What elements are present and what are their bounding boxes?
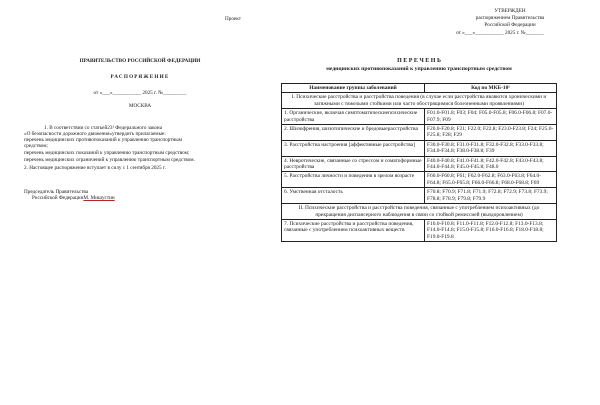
- approved-date: от «___»___________ 2025 г. №_______: [456, 30, 544, 36]
- paragraph-1-line-1: 1. В соответствии со статьей23¹ Федерального закона: [44, 125, 163, 131]
- approved-by-line-2: Российской Федерации: [484, 22, 536, 28]
- signature-title: Председатель Правительства: [24, 189, 89, 195]
- approved-label: УТВЕРЖДЕН: [494, 8, 526, 14]
- icd-codes: F30.0-F30.8; F31.0-F31.8; F32.0-F32.8; F33.0-F33.8; F34.0-F34.8; F38.0-F38.8; F39: [425, 140, 557, 156]
- section-row: [282, 93, 557, 109]
- table-header-row: [282, 84, 557, 93]
- paragraph-2: 2. Настоящее распоряжение вступает в силу с 1 сентября 2025 г.: [24, 165, 166, 171]
- section-2-heading: II. Психические расстройства и расстройства поведения, связанные с употреблением психоактивных (до прекращения диспансерного наблюдения в связи со стойкой ремиссией (выздоровлением): [282, 204, 557, 220]
- government-heading: ПРАВИТЕЛЬСТВО РОССИЙСКОЙ ФЕДЕРАЦИИ: [79, 58, 201, 64]
- icd-codes: F40.0-F40.8; F41.0-F41.8; F42.0-F42.8; F43.0-F43.8; F44.0-F44.8; F45.0-F45.8; F48.0: [425, 156, 557, 172]
- disease-group-name: 4. Невротические, связанные со стрессом и соматоформные расстройства: [282, 156, 425, 172]
- table-row: [282, 140, 557, 156]
- table-row: [282, 219, 557, 241]
- date-line: от «___»___________ 2025 г. №_________: [93, 90, 187, 96]
- list-subtitle: медицинских противопоказаний к управлению транспортным средством: [326, 66, 512, 72]
- section-1-heading: I. Психические расстройства и расстройства поведения (в случае если расстройства являются хроническими и затяжными с тяжелыми стойкими или часто обострящимися болезненными проявлениями): [282, 93, 557, 109]
- paragraph-1-line-6: перечень медицинских ограничений к управлению транспортным средством.: [24, 157, 195, 163]
- icd-codes: F10.0-F10.8; F11.0-F11.8; F12.0-F12.8; F13.0-F13.8; F14.0-F14.8; F15.0-F15.8; F16.0-F16.8; F18.0-F18.8; F19.0-F19.8: [425, 219, 557, 241]
- paragraph-1-line-2: «О безопасности дорожного движения»утвердить прилагаемые:: [24, 131, 166, 137]
- header-icd-code: Код по МКБ-10¹: [425, 84, 557, 93]
- icd-codes: F20.0-F20.8; F21; F22.0; F22.8; F23.0-F23.8; F24; F25.0-F25.8; F28; F29: [425, 125, 557, 141]
- doc-type-heading: РАСПОРЯЖЕНИЕ: [110, 74, 170, 80]
- approved-by-line-1: распоряжением Правительства: [475, 15, 545, 21]
- table-row: [282, 188, 557, 204]
- contraindications-table: [281, 83, 557, 242]
- header-group-name: Наименование группы заболеваний: [282, 84, 425, 93]
- list-title: П Е Р Е Ч Е Н Ь: [397, 58, 441, 64]
- disease-group-name: 5. Расстройства личности и поведения в зрелом возрасте: [282, 172, 425, 188]
- draft-label: Проект: [225, 16, 242, 22]
- table-row: [282, 172, 557, 188]
- disease-group-name: 6. Умственная отсталость: [282, 188, 425, 204]
- icd-codes: F01.0-F01.8; F03; F04; F05.0-F05.8; F06.0-F06.8; F07.0-F07.9; F09: [425, 109, 557, 125]
- disease-group-name: 2. Шизофрения, шизотипические и бредовыерасстройства: [282, 125, 425, 141]
- city: МОСКВА: [128, 103, 152, 109]
- table-row: [282, 156, 557, 172]
- paragraph-1-line-5: перечень медицинских показаний к управлению транспортным средством;: [24, 150, 190, 156]
- signature-org: Российской Федерации: [32, 195, 84, 201]
- disease-group-name: 3. Расстройства настроения [аффективные расстройства]: [282, 140, 425, 156]
- icd-codes: F70.8; F70.9; F71.8; F71.9; F72.8; F72.9; F73.8; F73.9; F78.8; F78.9; F79.8; F79.9: [425, 188, 557, 204]
- section-row: [282, 204, 557, 220]
- disease-group-name: 1. Органические, включая симптоматическиепсихические расстройства: [282, 109, 425, 125]
- paragraph-1-line-3: перечень медицинских противопоказаний к управлению транспортным: [24, 137, 183, 143]
- paragraph-1-line-4: средством;: [24, 143, 48, 149]
- signature-name: М. Мишустин: [83, 195, 115, 201]
- signature-line: [32, 195, 115, 201]
- icd-codes: F60.0-F60.8; F61; F62.0-F62.8; F63.0-F63.8; F64.0-F64.8; F65.0-F65.8; F66.0-F66.8; F68.0-F68.8; F69: [425, 172, 557, 188]
- table-row: [282, 125, 557, 141]
- table-row: [282, 109, 557, 125]
- disease-group-name: 7. Психические расстройства и расстройства поведения, связанные с употреблением психоактивных веществ: [282, 219, 425, 241]
